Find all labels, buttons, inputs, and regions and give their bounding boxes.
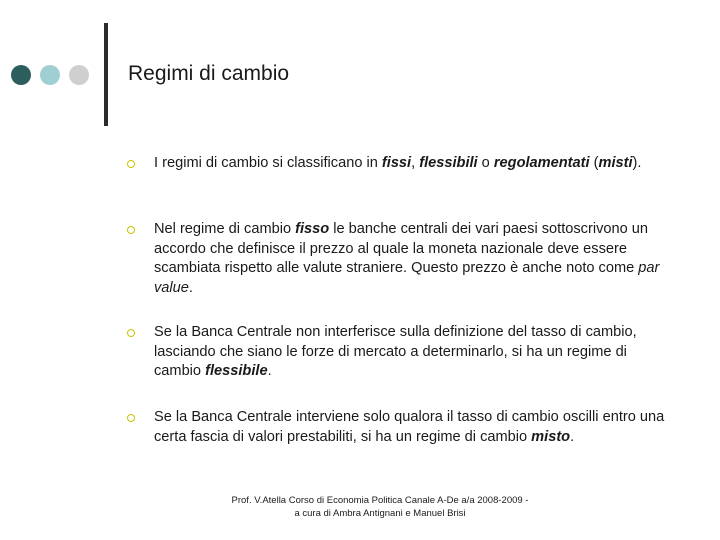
emphasis-run: misti [598,155,633,171]
bullet-ring-icon [127,329,135,337]
slide-footer [140,494,620,520]
emphasis-run: misto [531,428,571,445]
text-run: Se la Banca Centrale interviene solo qualora il tasso di cambio oscilli entro una certa fascia di valori prestabiliti, si ha un regime di cambio [154,409,669,445]
dot-dark-teal [11,65,31,85]
bullet-text [154,324,641,379]
emphasis-run: fisso [295,221,330,237]
bullet-text [154,409,668,445]
title-divider-rule [104,23,108,126]
text-run: I regimi di cambio si classificano in [154,155,382,171]
text-run: , [411,155,420,171]
bullet-ring-icon [127,160,135,168]
bullet-ring-icon [127,226,135,234]
text-run: o [477,155,494,171]
text-run: Nel regime di cambio [154,221,296,237]
emphasis-run: fissi [381,155,412,171]
text-run: ). [632,155,642,171]
bullet-text [154,221,663,296]
bullet-ring-icon [127,414,135,422]
dot-grey [69,65,89,85]
slide-title: Regimi di cambio [128,62,290,85]
emphasis-run: flessibile [205,363,268,379]
text-run: . [267,363,272,379]
text-run: . [188,279,193,296]
text-run: Se la Banca Centrale non interferisce sulla definizione del tasso di cambio, lasciando che siano le forze di mercato a determinarlo, si ha un regime di cambio [154,324,641,379]
bullet-item [154,408,674,447]
bullet-item [154,154,674,174]
emphasis-run: flessibili [419,155,478,171]
bullet-item [154,323,674,382]
footer-line-2: a cura di Ambra Antignani e Manuel Brisi [294,508,466,519]
text-run: . [570,428,575,445]
dot-light-teal [40,65,60,85]
emphasis-run: par value [154,260,664,296]
text-run: ( [589,155,599,171]
bullet-text [154,155,641,171]
text-run: le banche centrali dei vari paesi sottoscrivono un accordo che definisce il prezzo al quale la moneta nazionale deve essere scambiata rispetto alle valute straniere. Questo prezzo è anche noto come [154,221,653,276]
emphasis-run: regolamentati [493,155,590,171]
bullet-item [154,220,674,298]
footer-line-1: Prof. V.Atella Corso di Economia Politica Canale A-De a/a 2008-2009 - [231,495,529,506]
